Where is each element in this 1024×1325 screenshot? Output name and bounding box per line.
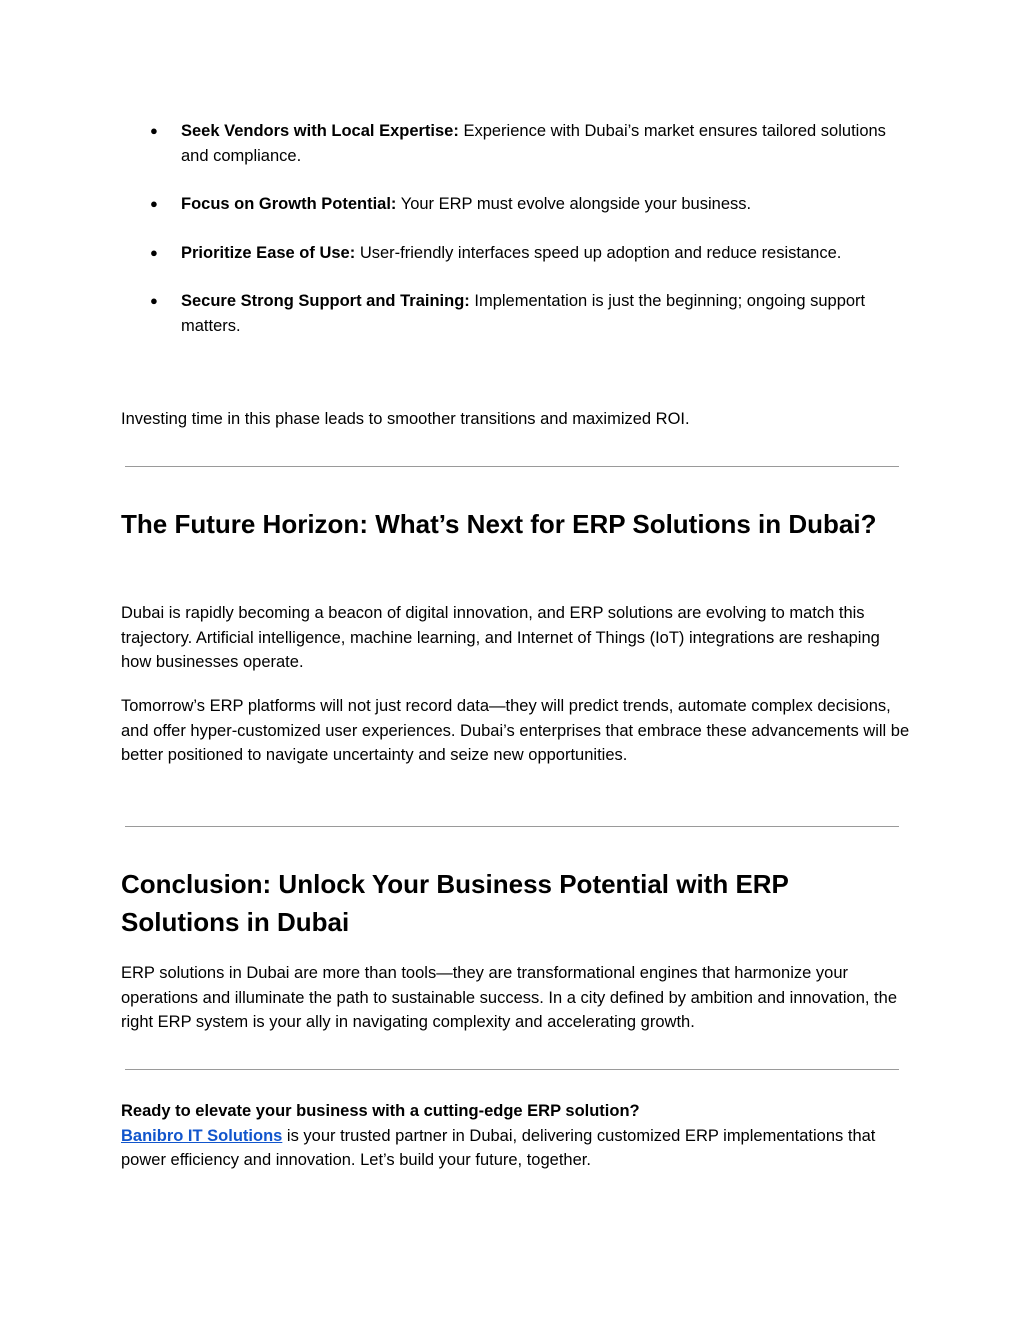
future-paragraph-1: Dubai is rapidly becoming a beacon of digital innovation, and ERP solutions are evolving to match this trajectory. Artificial intelligence, machine learning, and Internet of Things (IoT) integrations are reshaping how businesses operate. — [121, 604, 880, 671]
bullet-text: User-friendly interfaces speed up adoption and reduce resistance. — [355, 243, 842, 262]
section-divider — [125, 826, 899, 827]
banibro-link[interactable]: Banibro IT Solutions — [121, 1126, 283, 1145]
bullet-icon: ● — [150, 244, 158, 260]
bullet-term: Seek Vendors with Local Expertise: — [181, 122, 459, 140]
bullet-text: Your ERP must evolve alongside your business. — [396, 195, 752, 213]
section-divider — [125, 466, 899, 467]
future-heading: The Future Horizon: What’s Next for ERP Solutions in Dubai? — [121, 509, 877, 539]
list-item — [150, 241, 910, 266]
bullet-text: Implementation is just the beginning; ongoing support matters. — [181, 292, 866, 335]
tips-bullet-list — [150, 119, 910, 362]
conclusion-paragraph: ERP solutions in Dubai are more than tools—they are transformational engines that harmonize your operations and illuminate the path to sustainable success. In a city defined by ambition and innovation, the right ERP system is your ally in navigating complexity and accelerating growth. — [121, 964, 897, 1031]
list-item — [150, 192, 910, 217]
bullet-term: Prioritize Ease of Use: — [181, 243, 356, 262]
future-paragraph-2: Tomorrow’s ERP platforms will not just record data—they will predict trends, automate complex decisions, and offer hyper-customized user experiences. Dubai’s enterprises that embrace these advancements will be better positioned to navigate uncertainty and seize new opportunities. — [121, 697, 910, 764]
bullet-term: Focus on Growth Potential: — [181, 195, 397, 213]
bullet-icon: ● — [150, 196, 158, 211]
cta-question: Ready to elevate your business with a cutting-edge ERP solution? — [121, 1102, 640, 1120]
bullet-icon: ● — [150, 123, 158, 138]
list-item — [150, 119, 910, 168]
investing-paragraph: Investing time in this phase leads to smoother transitions and maximized ROI. — [121, 410, 690, 428]
cta-rest: is your trusted partner in Dubai, delivering customized ERP implementations that power efficiency and innovation. Let’s build your future, together. — [121, 1126, 876, 1169]
bullet-icon: ● — [150, 293, 158, 308]
cta-paragraph — [121, 1099, 911, 1173]
section-divider — [125, 1069, 899, 1070]
list-item — [150, 289, 910, 338]
bullet-text: Experience with Dubai’s market ensures tailored solutions and compliance. — [181, 122, 886, 165]
bullet-term: Secure Strong Support and Training: — [181, 292, 470, 310]
conclusion-heading: Conclusion: Unlock Your Business Potential with ERP Solutions in Dubai — [121, 869, 789, 937]
